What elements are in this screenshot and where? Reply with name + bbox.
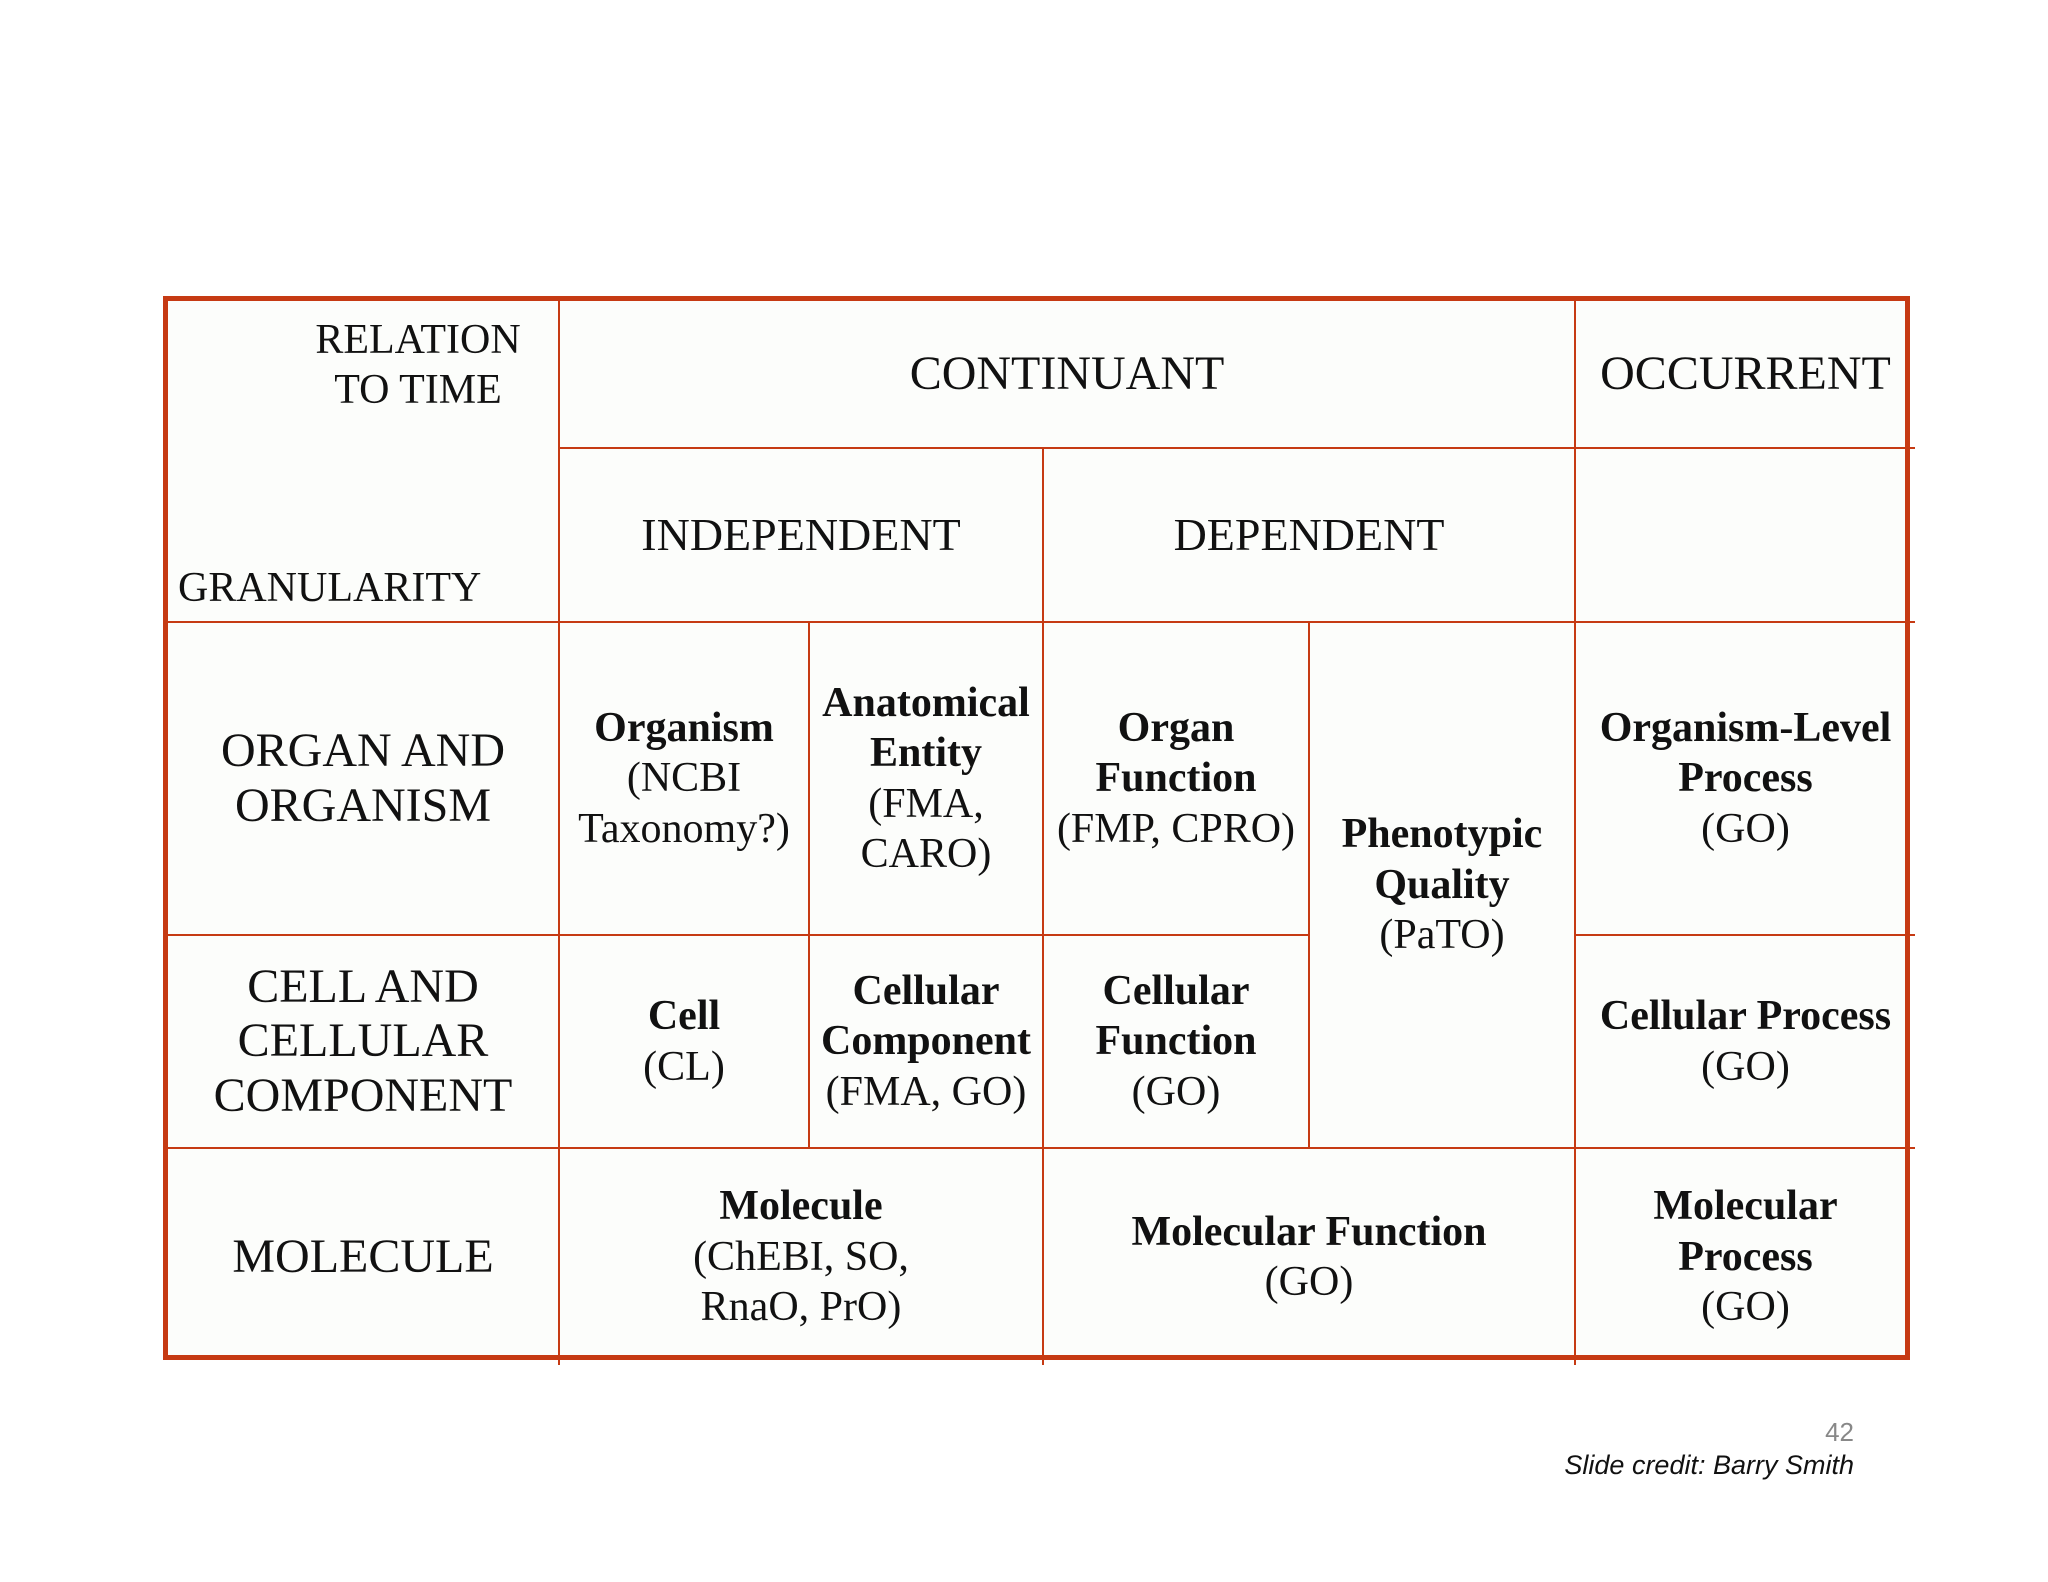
cell-cellular-component — [810, 936, 1044, 1149]
slide-credit: Slide credit: Barry Smith — [1564, 1450, 1854, 1480]
cell-molecular-function — [1044, 1149, 1576, 1365]
cell-name: Cellular Component — [820, 967, 1032, 1065]
cell-molecule — [560, 1149, 1044, 1365]
empty-occurrent-subheader — [1576, 449, 1915, 623]
continuant-header: CONTINUANT — [560, 301, 1576, 449]
cell-name: Cellular Function — [1095, 967, 1257, 1065]
cell-source: (GO) — [1701, 805, 1790, 852]
ontology-matrix-table — [163, 296, 1910, 1360]
cell-organism — [560, 623, 810, 936]
occurrent-header: OCCURRENT — [1576, 301, 1915, 449]
cell-cellular-function — [1044, 936, 1310, 1149]
cell-name: Cellular Process — [1599, 993, 1892, 1040]
granularity-label: GRANULARITY — [178, 564, 482, 611]
corner-header — [168, 301, 560, 623]
cell-name: Organ Function — [1095, 704, 1257, 802]
cell-name: Molecule — [719, 1183, 883, 1230]
cell-cell — [560, 936, 810, 1149]
cell-source: (GO) — [1701, 1284, 1790, 1331]
cell-organism-level-process — [1576, 623, 1915, 936]
cell-source: (CL) — [643, 1043, 725, 1090]
cell-name: Molecular Function — [1131, 1208, 1487, 1255]
row-header-organ-and-organism: ORGAN AND ORGANISM — [168, 623, 560, 936]
cell-molecular-process — [1576, 1149, 1915, 1365]
relation-to-time-label: RELATION TO TIME — [315, 317, 521, 414]
independent-header: INDEPENDENT — [560, 449, 1044, 623]
cell-organ-function — [1044, 623, 1310, 936]
page-number: 42 — [1825, 1417, 1854, 1447]
cell-source: (GO) — [1701, 1043, 1790, 1090]
dependent-header: DEPENDENT — [1044, 449, 1576, 623]
cell-phenotypic-quality — [1310, 623, 1576, 1149]
cell-name: Anatomical Entity — [822, 679, 1030, 777]
cell-name: Organism-Level Process — [1599, 704, 1892, 802]
cell-name: Phenotypic Quality — [1341, 811, 1543, 908]
cell-anatomical-entity — [810, 623, 1044, 936]
row-header-molecule: MOLECULE — [168, 1149, 560, 1365]
cell-source: (PaTO) — [1379, 912, 1505, 959]
cell-source: (FMA, CARO) — [860, 780, 992, 877]
cell-source: (ChEBI, SO, RnaO, PrO) — [693, 1233, 909, 1331]
cell-name: Organism — [594, 704, 774, 751]
cell-name: Cell — [647, 993, 721, 1040]
cell-source: (FMA, GO) — [825, 1068, 1027, 1115]
row-header-cell-and-cellular-component: CELL AND CELLULAR COMPONENT — [168, 936, 560, 1149]
cell-name: Molecular Process — [1653, 1183, 1838, 1280]
cell-source: (GO) — [1131, 1068, 1221, 1115]
cell-source: (GO) — [1264, 1259, 1354, 1305]
cell-source: (FMP, CPRO) — [1056, 805, 1296, 852]
cell-cellular-process — [1576, 936, 1915, 1149]
cell-source: (NCBI Taxonomy?) — [578, 755, 790, 852]
